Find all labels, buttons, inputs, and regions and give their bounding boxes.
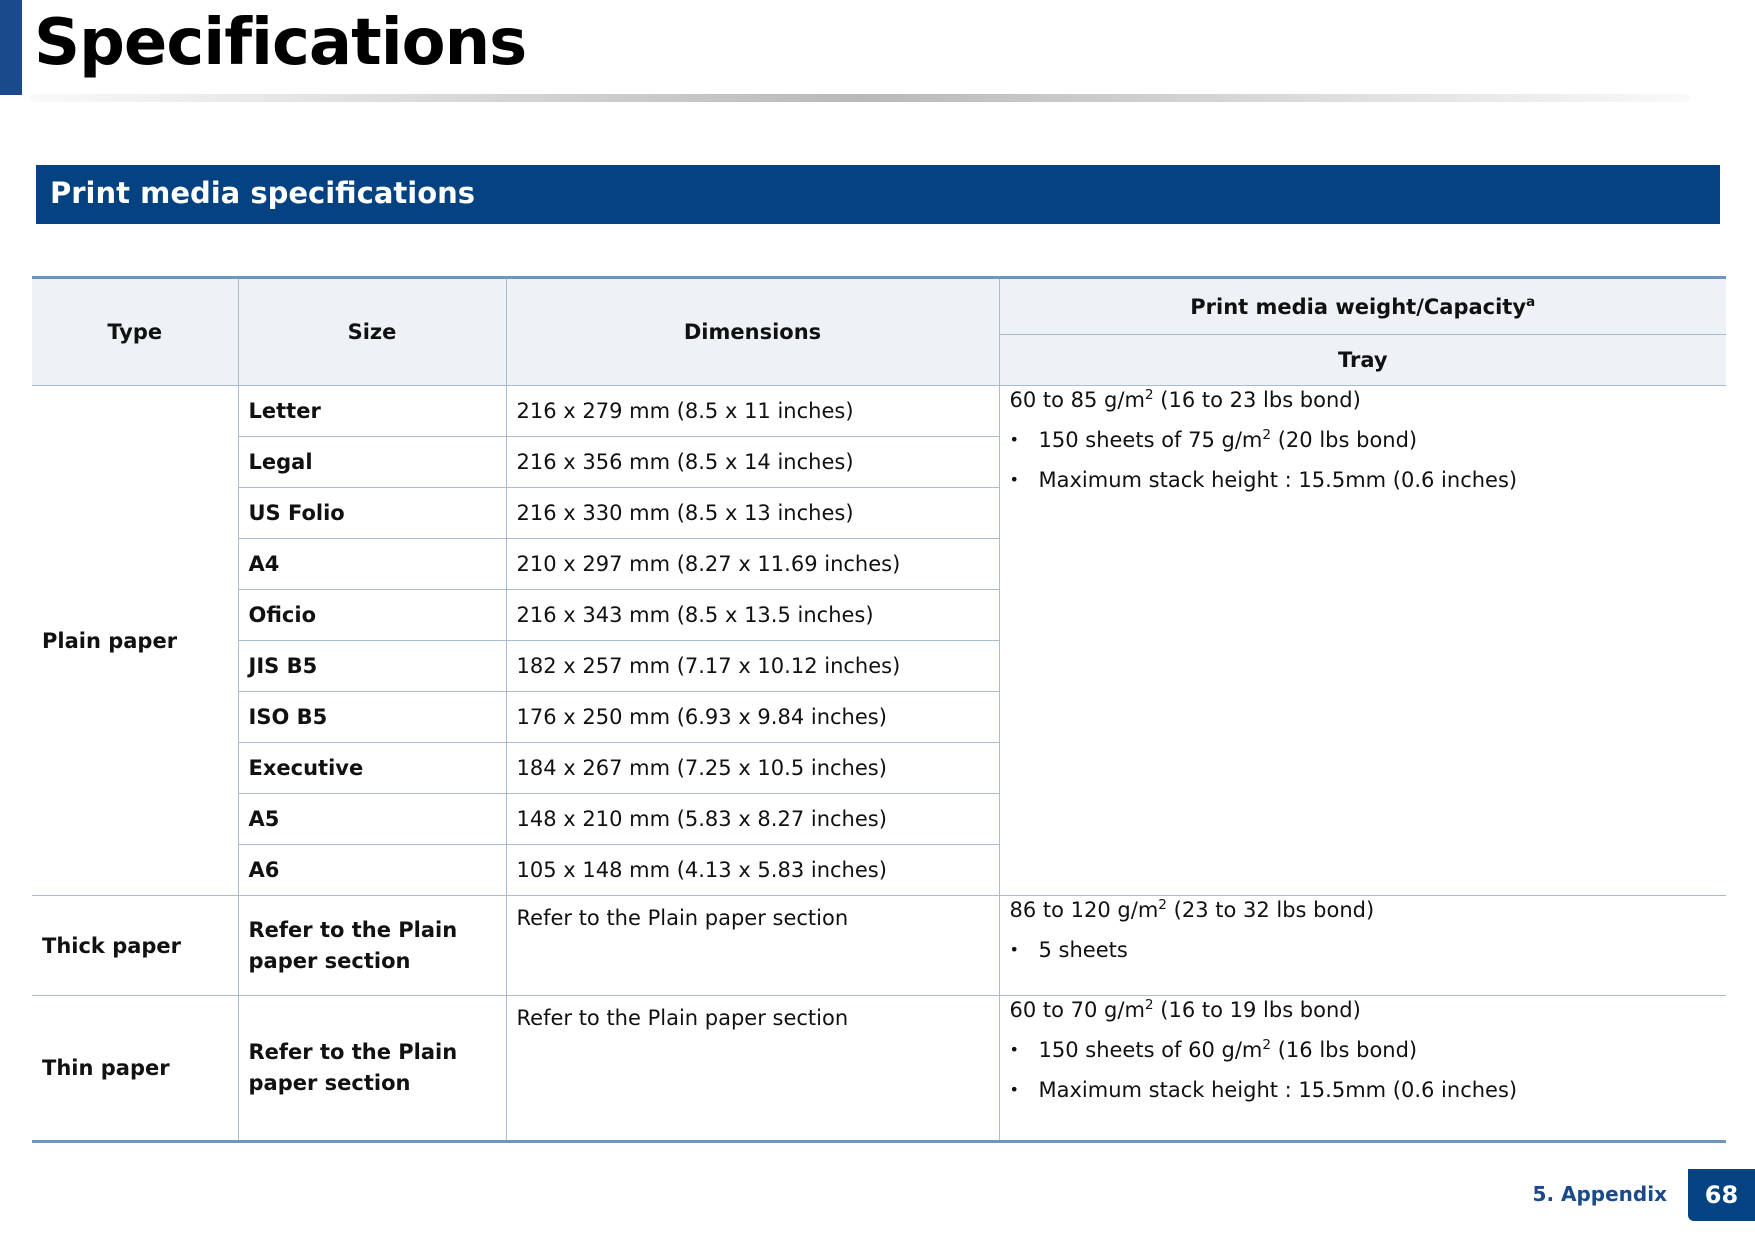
weight-text: (23 to 32 lbs bond) — [1166, 898, 1375, 922]
header-weight-capacity — [999, 278, 1726, 335]
size-cell: JIS B5 — [238, 641, 506, 692]
print-media-spec-table — [32, 276, 1726, 1143]
weight-text: (16 to 23 lbs bond) — [1153, 388, 1361, 412]
size-cell: Oficio — [238, 590, 506, 641]
size-cell: Executive — [238, 743, 506, 794]
dimensions-cell: 148 x 210 mm (5.83 x 8.27 inches) — [506, 794, 999, 845]
dimensions-cell: 216 x 279 mm (8.5 x 11 inches) — [506, 386, 999, 437]
table-row — [32, 996, 1726, 1142]
superscript: 2 — [1158, 897, 1167, 913]
dimensions-cell: 216 x 343 mm (8.5 x 13.5 inches) — [506, 590, 999, 641]
weight-bullets — [1010, 426, 1717, 494]
bullet-text: (16 lbs bond) — [1271, 1038, 1418, 1062]
weight-range — [1010, 996, 1717, 1024]
dimensions-cell: 182 x 257 mm (7.17 x 10.12 inches) — [506, 641, 999, 692]
header-type: Type — [32, 278, 238, 386]
dimensions-cell: 216 x 330 mm (8.5 x 13 inches) — [506, 488, 999, 539]
dimensions-cell: 105 x 148 mm (4.13 x 5.83 inches) — [506, 845, 999, 896]
footnote-marker: a — [1526, 293, 1536, 310]
header-dimensions: Dimensions — [506, 278, 999, 386]
size-cell: A6 — [238, 845, 506, 896]
size-cell: A4 — [238, 539, 506, 590]
dimensions-cell: Refer to the Plain paper section — [506, 996, 999, 1142]
weight-text: 86 to 120 g/m — [1009, 898, 1159, 922]
type-cell-thick: Thick paper — [32, 896, 238, 996]
section-title: Print media specifications — [50, 176, 476, 210]
size-cell: Refer to the Plain paper section — [238, 896, 506, 996]
weight-cell-thin — [999, 996, 1726, 1142]
footer-chapter-label: 5. Appendix — [1532, 1182, 1667, 1206]
dimensions-cell: 210 x 297 mm (8.27 x 11.69 inches) — [506, 539, 999, 590]
title-divider — [30, 94, 1690, 102]
bullet-text: (20 lbs bond) — [1271, 428, 1418, 452]
table-row — [32, 386, 1726, 437]
superscript: 2 — [1262, 427, 1272, 443]
dimensions-cell: Refer to the Plain paper section — [506, 896, 999, 996]
size-cell: A5 — [238, 794, 506, 845]
bullet-item — [1010, 426, 1717, 454]
superscript: 2 — [1262, 1037, 1272, 1053]
weight-range — [1010, 386, 1717, 414]
superscript: 2 — [1144, 997, 1154, 1013]
weight-bullets — [1010, 936, 1717, 964]
size-cell: US Folio — [238, 488, 506, 539]
dimensions-cell: 216 x 356 mm (8.5 x 14 inches) — [506, 437, 999, 488]
bullet-text: 150 sheets of 75 g/m — [1038, 428, 1263, 452]
weight-cell-plain — [999, 386, 1726, 896]
size-cell: Refer to the Plain paper section — [238, 996, 506, 1142]
weight-text: 60 to 70 g/m — [1009, 998, 1145, 1022]
weight-cell-thick — [999, 896, 1726, 996]
size-cell: Legal — [238, 437, 506, 488]
header-tray: Tray — [999, 335, 1726, 386]
weight-bullets — [1010, 1036, 1717, 1104]
header-weight-label: Print media weight/Capacity — [1190, 294, 1527, 319]
table-row — [32, 896, 1726, 996]
dimensions-cell: 176 x 250 mm (6.93 x 9.84 inches) — [506, 692, 999, 743]
weight-text: (16 to 19 lbs bond) — [1153, 998, 1361, 1022]
table-header-row — [32, 278, 1726, 335]
page-title: Specifications — [34, 6, 527, 80]
title-accent-bar — [0, 0, 22, 95]
bullet-item — [1010, 1036, 1717, 1064]
section-header — [36, 165, 1720, 224]
header-size: Size — [238, 278, 506, 386]
dimensions-cell: 184 x 267 mm (7.25 x 10.5 inches) — [506, 743, 999, 794]
bullet-item: • Maximum stack height : 15.5mm (0.6 inches) — [1010, 1076, 1717, 1104]
bullet-item: • 5 sheets — [1010, 936, 1717, 964]
bullet-text: 150 sheets of 60 g/m — [1038, 1038, 1263, 1062]
weight-range — [1010, 896, 1717, 924]
size-cell: Letter — [238, 386, 506, 437]
superscript: 2 — [1144, 387, 1154, 403]
type-cell-thin: Thin paper — [32, 996, 238, 1142]
page-number-badge: 68 — [1688, 1169, 1755, 1221]
size-cell: ISO B5 — [238, 692, 506, 743]
type-cell-plain: Plain paper — [32, 386, 238, 896]
weight-text: 60 to 85 g/m — [1009, 388, 1145, 412]
bullet-item: • Maximum stack height : 15.5mm (0.6 inches) — [1010, 466, 1717, 494]
